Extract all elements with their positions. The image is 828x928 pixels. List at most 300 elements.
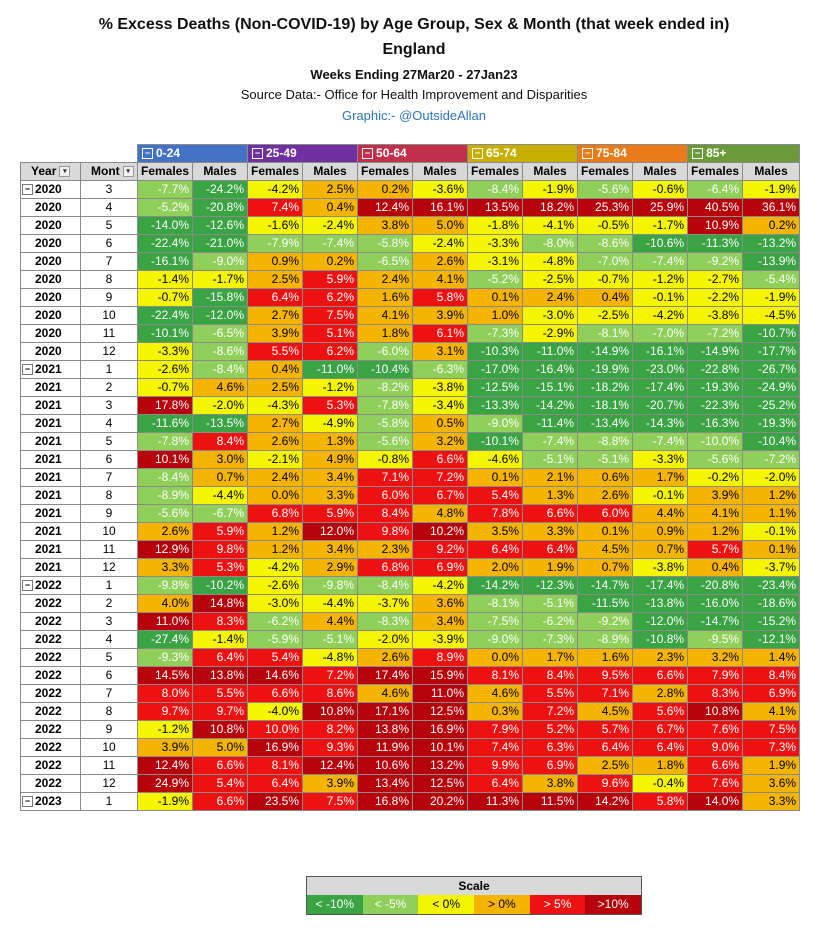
chart-region: England (382, 41, 446, 58)
year-label: 2020 (35, 200, 62, 214)
scale-row (307, 895, 641, 914)
table-row (21, 757, 800, 775)
value-cell: -5.2% (468, 271, 523, 289)
year-cell (21, 487, 81, 505)
value-cell: 6.8% (248, 505, 303, 523)
value-cell: 4.5% (578, 541, 633, 559)
table-body (21, 181, 800, 811)
year-label: 2021 (35, 470, 62, 484)
value-cell: -7.2% (688, 325, 743, 343)
value-cell: 1.3% (523, 487, 578, 505)
column-header-label: Females (691, 164, 740, 178)
month-cell: 11 (81, 541, 138, 559)
collapse-icon[interactable]: − (22, 796, 33, 807)
value-cell: -7.4% (633, 433, 688, 451)
value-cell: 13.8% (358, 721, 413, 739)
value-cell: 6.0% (578, 505, 633, 523)
value-cell: -11.0% (303, 361, 358, 379)
table-row (21, 199, 800, 217)
scale-swatch: >10% (585, 895, 641, 914)
value-cell: -24.9% (743, 379, 800, 397)
year-cell (21, 775, 81, 793)
value-cell: 5.0% (193, 739, 248, 757)
age-group-header (138, 145, 248, 163)
value-cell: 15.9% (413, 667, 468, 685)
column-header-label: Mont (91, 164, 120, 178)
year-label: 2020 (35, 236, 62, 250)
table-row (21, 235, 800, 253)
value-cell: -1.7% (633, 217, 688, 235)
value-cell: 1.2% (688, 523, 743, 541)
year-label: 2021 (35, 362, 62, 376)
value-cell: 0.7% (193, 469, 248, 487)
value-cell: 8.1% (248, 757, 303, 775)
value-cell: -3.0% (523, 307, 578, 325)
year-label: 2022 (35, 632, 62, 646)
value-cell: 8.9% (413, 649, 468, 667)
value-cell: 0.4% (688, 559, 743, 577)
value-cell: 1.9% (743, 757, 800, 775)
year-label: 2022 (35, 668, 62, 682)
value-cell: 6.6% (523, 505, 578, 523)
value-cell: 5.8% (413, 289, 468, 307)
value-cell: 6.6% (248, 685, 303, 703)
value-cell: -2.0% (743, 469, 800, 487)
year-cell (21, 613, 81, 631)
filter-dropdown-icon[interactable]: ▾ (123, 166, 134, 177)
value-cell: -1.9% (743, 181, 800, 199)
year-cell (21, 523, 81, 541)
value-cell: -3.7% (358, 595, 413, 613)
value-cell: -10.2% (193, 577, 248, 595)
value-cell: 3.9% (688, 487, 743, 505)
value-cell: 3.4% (303, 541, 358, 559)
value-cell: 6.7% (633, 721, 688, 739)
table-row (21, 613, 800, 631)
value-cell: -14.3% (633, 415, 688, 433)
value-cell: 9.6% (578, 775, 633, 793)
table-row (21, 523, 800, 541)
value-cell: -0.1% (633, 289, 688, 307)
collapse-icon[interactable]: − (472, 148, 483, 159)
year-cell (21, 181, 81, 199)
value-cell: -3.3% (138, 343, 193, 361)
month-cell: 10 (81, 307, 138, 325)
value-cell: 7.3% (743, 739, 800, 757)
year-label: 2022 (35, 758, 62, 772)
month-cell: 1 (81, 793, 138, 811)
value-cell: -8.6% (578, 235, 633, 253)
month-cell: 8 (81, 271, 138, 289)
year-cell (21, 199, 81, 217)
age-group-header-row (21, 145, 800, 163)
table-row (21, 469, 800, 487)
value-cell: -14.0% (138, 217, 193, 235)
value-cell: -2.6% (248, 577, 303, 595)
year-label: 2020 (35, 308, 62, 322)
month-cell: 6 (81, 235, 138, 253)
value-cell: -4.2% (248, 559, 303, 577)
value-cell: -25.2% (743, 397, 800, 415)
value-cell: 3.9% (303, 775, 358, 793)
table-row (21, 487, 800, 505)
month-cell: 3 (81, 397, 138, 415)
value-cell: 1.1% (743, 505, 800, 523)
value-cell: 7.4% (468, 739, 523, 757)
month-cell: 2 (81, 379, 138, 397)
table-row (21, 721, 800, 739)
value-cell: 13.5% (468, 199, 523, 217)
year-column-header[interactable] (21, 163, 81, 181)
value-cell: -20.8% (193, 199, 248, 217)
collapse-icon[interactable]: − (692, 148, 703, 159)
value-cell: -18.1% (578, 397, 633, 415)
value-cell: -6.2% (248, 613, 303, 631)
value-cell: 10.9% (688, 217, 743, 235)
value-cell: -13.8% (633, 595, 688, 613)
value-cell: -5.6% (358, 433, 413, 451)
collapse-icon[interactable]: − (252, 148, 263, 159)
value-cell: -5.9% (248, 631, 303, 649)
value-cell: 3.2% (413, 433, 468, 451)
value-cell: 2.6% (138, 523, 193, 541)
value-cell: 36.1% (743, 199, 800, 217)
value-cell: 0.2% (743, 217, 800, 235)
value-cell: -7.4% (633, 253, 688, 271)
value-cell: -4.2% (633, 307, 688, 325)
month-cell: 4 (81, 631, 138, 649)
table-row (21, 703, 800, 721)
value-cell: 5.7% (688, 541, 743, 559)
value-cell: 9.7% (138, 703, 193, 721)
age-group-label: 65-74 (486, 146, 517, 160)
value-cell: -22.3% (688, 397, 743, 415)
value-cell: -5.2% (138, 199, 193, 217)
value-cell: 20.2% (413, 793, 468, 811)
sex-column-header (688, 163, 743, 181)
value-cell: -5.4% (743, 271, 800, 289)
value-cell: 1.2% (248, 523, 303, 541)
value-cell: 7.2% (303, 667, 358, 685)
value-cell: -17.0% (468, 361, 523, 379)
table-row (21, 415, 800, 433)
value-cell: 10.8% (193, 721, 248, 739)
year-cell (21, 253, 81, 271)
month-cell: 4 (81, 415, 138, 433)
value-cell: 13.2% (413, 757, 468, 775)
value-cell: 7.4% (248, 199, 303, 217)
month-column-header[interactable] (81, 163, 138, 181)
month-cell: 11 (81, 325, 138, 343)
value-cell: -4.3% (248, 397, 303, 415)
value-cell: 7.8% (468, 505, 523, 523)
year-label: 2020 (35, 326, 62, 340)
month-cell: 6 (81, 451, 138, 469)
table-row (21, 505, 800, 523)
value-cell: 3.3% (138, 559, 193, 577)
value-cell: -2.1% (248, 451, 303, 469)
value-cell: 6.8% (358, 559, 413, 577)
month-cell: 7 (81, 253, 138, 271)
value-cell: 0.0% (468, 649, 523, 667)
month-cell: 9 (81, 505, 138, 523)
scale-swatch: > 5% (530, 895, 586, 914)
value-cell: 3.9% (248, 325, 303, 343)
column-header-label: Year (31, 164, 57, 178)
value-cell: -5.6% (578, 181, 633, 199)
value-cell: 5.3% (193, 559, 248, 577)
value-cell: 5.6% (633, 703, 688, 721)
month-cell: 8 (81, 703, 138, 721)
value-cell: -16.0% (688, 595, 743, 613)
value-cell: 11.5% (523, 793, 578, 811)
year-label: 2022 (35, 578, 62, 592)
age-group-label: 85+ (706, 146, 727, 160)
value-cell: -7.0% (578, 253, 633, 271)
value-cell: 1.3% (303, 433, 358, 451)
year-cell (21, 217, 81, 235)
value-cell: 25.9% (633, 199, 688, 217)
value-cell: 2.6% (248, 433, 303, 451)
month-cell: 1 (81, 361, 138, 379)
month-cell: 7 (81, 469, 138, 487)
value-cell: -0.1% (743, 523, 800, 541)
age-group-header (468, 145, 578, 163)
value-cell: 0.3% (468, 703, 523, 721)
sex-column-header (138, 163, 193, 181)
collapse-icon[interactable]: − (142, 148, 153, 159)
year-label: 2021 (35, 506, 62, 520)
value-cell: 24.9% (138, 775, 193, 793)
value-cell: -26.7% (743, 361, 800, 379)
value-cell: -4.1% (523, 217, 578, 235)
value-cell: 1.2% (743, 487, 800, 505)
collapse-icon[interactable]: − (22, 184, 33, 195)
value-cell: 3.8% (358, 217, 413, 235)
value-cell: -13.9% (743, 253, 800, 271)
value-cell: 18.2% (523, 199, 578, 217)
year-label: 2020 (35, 272, 62, 286)
value-cell: -9.2% (578, 613, 633, 631)
table-row (21, 793, 800, 811)
value-cell: -14.2% (468, 577, 523, 595)
value-cell: -3.3% (633, 451, 688, 469)
column-header-row (21, 163, 800, 181)
month-cell: 1 (81, 577, 138, 595)
value-cell: -12.0% (633, 613, 688, 631)
year-cell (21, 307, 81, 325)
value-cell: -12.1% (743, 631, 800, 649)
collapse-icon[interactable]: − (362, 148, 373, 159)
year-label: 2021 (35, 560, 62, 574)
chart-source: Source Data:- Office for Health Improvement and Disparities (240, 87, 588, 102)
year-cell (21, 649, 81, 667)
value-cell: 9.8% (358, 523, 413, 541)
table-row (21, 343, 800, 361)
value-cell: 8.2% (303, 721, 358, 739)
value-cell: -14.2% (523, 397, 578, 415)
filter-dropdown-icon[interactable]: ▾ (59, 166, 70, 177)
table-row (21, 631, 800, 649)
value-cell: -9.0% (468, 415, 523, 433)
collapse-icon[interactable]: − (582, 148, 593, 159)
value-cell: 10.0% (248, 721, 303, 739)
column-header-label: Females (140, 164, 190, 178)
value-cell: 4.1% (743, 703, 800, 721)
value-cell: -4.8% (523, 253, 578, 271)
month-cell: 12 (81, 343, 138, 361)
value-cell: 9.8% (193, 541, 248, 559)
year-label: 2023 (35, 794, 62, 808)
year-label: 2021 (35, 488, 62, 502)
value-cell: 1.7% (633, 469, 688, 487)
year-label: 2022 (35, 614, 62, 628)
year-cell (21, 415, 81, 433)
value-cell: -7.0% (633, 325, 688, 343)
value-cell: 2.9% (303, 559, 358, 577)
value-cell: 6.4% (248, 289, 303, 307)
scale-title: Scale (307, 877, 641, 895)
sex-column-header (193, 163, 248, 181)
value-cell: 1.9% (523, 559, 578, 577)
value-cell: 11.3% (468, 793, 523, 811)
value-cell: -1.2% (138, 721, 193, 739)
value-cell: 2.5% (303, 181, 358, 199)
year-cell (21, 505, 81, 523)
table-row (21, 595, 800, 613)
value-cell: -16.3% (688, 415, 743, 433)
column-header-label: Females (471, 164, 520, 178)
table-row (21, 325, 800, 343)
age-group-label: 25-49 (266, 146, 297, 160)
value-cell: -7.3% (468, 325, 523, 343)
value-cell: -10.3% (468, 343, 523, 361)
value-cell: 5.4% (193, 775, 248, 793)
value-cell: -14.7% (688, 613, 743, 631)
table-row (21, 775, 800, 793)
value-cell: 9.2% (413, 541, 468, 559)
collapse-icon[interactable]: − (22, 364, 33, 375)
value-cell: 0.5% (413, 415, 468, 433)
year-label: 2022 (35, 650, 62, 664)
year-label: 2022 (35, 722, 62, 736)
value-cell: -20.7% (633, 397, 688, 415)
value-cell: -19.3% (743, 415, 800, 433)
value-cell: -1.7% (193, 271, 248, 289)
value-cell: -0.1% (633, 487, 688, 505)
value-cell: 6.2% (303, 289, 358, 307)
value-cell: 14.2% (578, 793, 633, 811)
collapse-icon[interactable]: − (22, 580, 33, 591)
value-cell: -5.1% (578, 451, 633, 469)
value-cell: -27.4% (138, 631, 193, 649)
value-cell: 6.7% (413, 487, 468, 505)
value-cell: 6.4% (468, 775, 523, 793)
year-label: 2022 (35, 740, 62, 754)
value-cell: 6.6% (193, 757, 248, 775)
year-cell (21, 343, 81, 361)
value-cell: -8.1% (578, 325, 633, 343)
value-cell: 4.4% (303, 613, 358, 631)
table-row (21, 379, 800, 397)
value-cell: -0.7% (138, 289, 193, 307)
value-cell: -9.3% (138, 649, 193, 667)
value-cell: 3.5% (468, 523, 523, 541)
year-label: 2021 (35, 416, 62, 430)
table-row (21, 397, 800, 415)
value-cell: 2.6% (413, 253, 468, 271)
value-cell: 0.7% (578, 559, 633, 577)
value-cell: -0.7% (138, 379, 193, 397)
value-cell: 6.9% (523, 757, 578, 775)
value-cell: 3.3% (303, 487, 358, 505)
value-cell: 4.8% (413, 505, 468, 523)
sex-column-header (358, 163, 413, 181)
value-cell: -8.1% (468, 595, 523, 613)
value-cell: -1.4% (138, 271, 193, 289)
value-cell: -2.5% (578, 307, 633, 325)
value-cell: 10.8% (303, 703, 358, 721)
value-cell: -2.9% (523, 325, 578, 343)
value-cell: -4.2% (413, 577, 468, 595)
year-cell (21, 541, 81, 559)
value-cell: 0.9% (633, 523, 688, 541)
value-cell: -6.5% (193, 325, 248, 343)
age-group-header (688, 145, 800, 163)
column-header-label: Males (643, 164, 677, 178)
sex-column-header (523, 163, 578, 181)
value-cell: 16.9% (248, 739, 303, 757)
value-cell: 5.5% (248, 343, 303, 361)
year-cell (21, 433, 81, 451)
value-cell: -13.3% (468, 397, 523, 415)
value-cell: 1.6% (578, 649, 633, 667)
value-cell: 6.0% (358, 487, 413, 505)
value-cell: -15.1% (523, 379, 578, 397)
table-row (21, 181, 800, 199)
value-cell: -8.8% (578, 433, 633, 451)
value-cell: 7.9% (468, 721, 523, 739)
year-label: 2022 (35, 704, 62, 718)
value-cell: 5.4% (248, 649, 303, 667)
value-cell: 5.1% (303, 325, 358, 343)
value-cell: 7.2% (413, 469, 468, 487)
value-cell: -4.6% (468, 451, 523, 469)
value-cell: 2.7% (248, 415, 303, 433)
year-label: 2021 (35, 380, 62, 394)
value-cell: -1.9% (523, 181, 578, 199)
value-cell: 2.8% (633, 685, 688, 703)
value-cell: 14.5% (138, 667, 193, 685)
value-cell: -4.4% (303, 595, 358, 613)
month-cell: 12 (81, 559, 138, 577)
value-cell: 4.0% (138, 595, 193, 613)
value-cell: -6.0% (358, 343, 413, 361)
value-cell: 8.0% (138, 685, 193, 703)
value-cell: -6.5% (358, 253, 413, 271)
value-cell: 1.4% (743, 649, 800, 667)
value-cell: -7.5% (468, 613, 523, 631)
table-row (21, 289, 800, 307)
value-cell: 4.1% (358, 307, 413, 325)
value-cell: 6.3% (523, 739, 578, 757)
value-cell: 5.9% (303, 271, 358, 289)
value-cell: 9.3% (303, 739, 358, 757)
value-cell: 2.0% (468, 559, 523, 577)
value-cell: 2.5% (248, 271, 303, 289)
month-cell: 3 (81, 181, 138, 199)
value-cell: -19.9% (578, 361, 633, 379)
